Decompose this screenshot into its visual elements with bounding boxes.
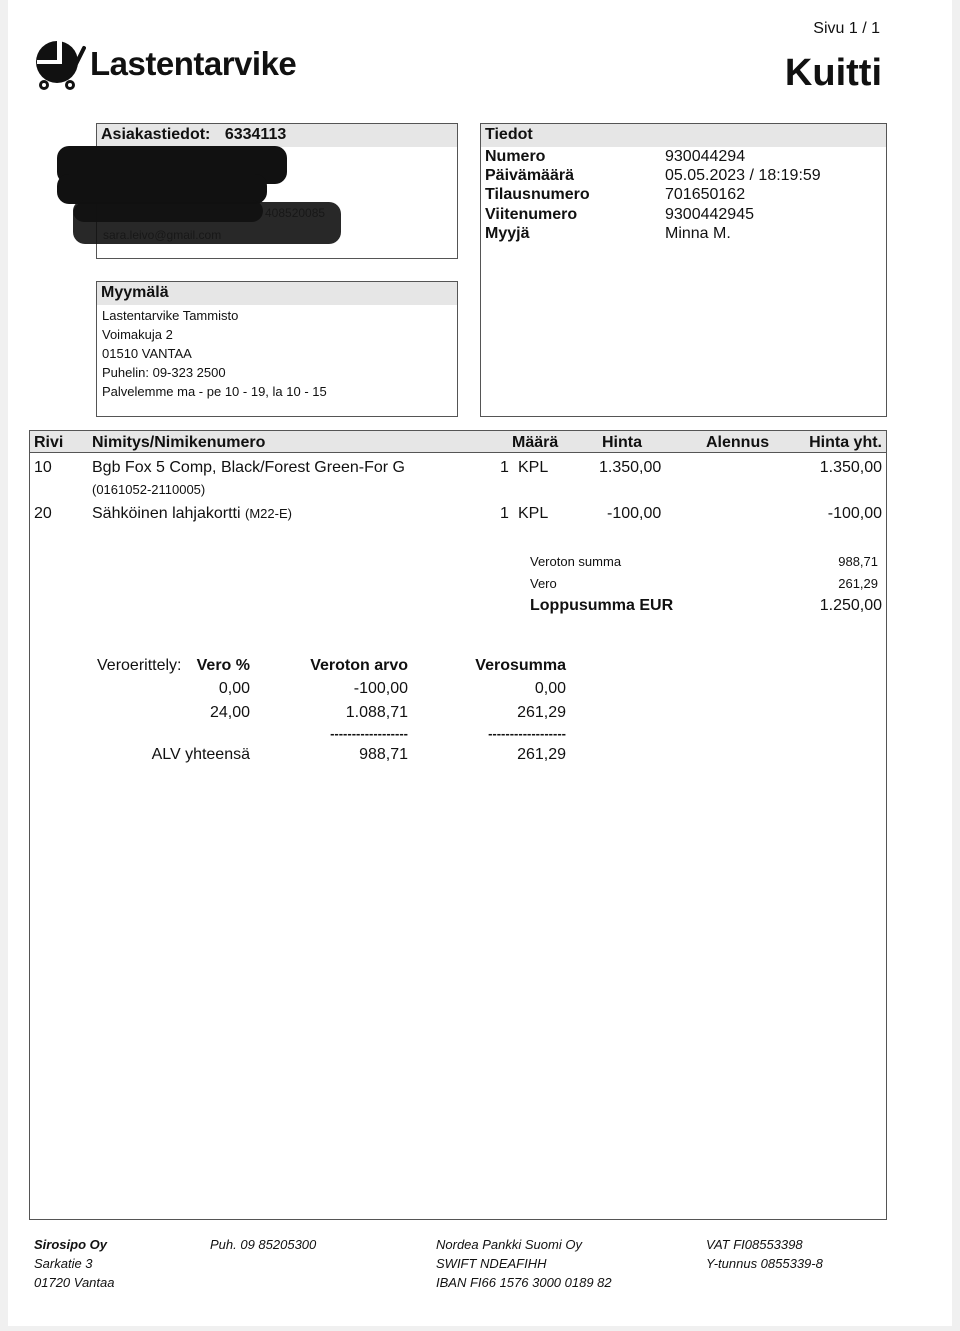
- customer-heading: Asiakastiedot: 6334113: [97, 124, 457, 147]
- info-heading: Tiedot: [481, 124, 886, 147]
- info-box: Tiedot Numero 930044294 Päivämäärä 05.05.2023 / 18:19:59 Tilausnumero 701650162 Viitenumero 9300442945 Myyjä Minna M.: [480, 123, 887, 417]
- row-number: 20: [34, 505, 52, 522]
- col-name: Nimitys/Nimikenumero: [92, 434, 266, 451]
- row-code: (0161052-2110005): [92, 482, 206, 497]
- tax-value: 261,29: [838, 576, 878, 591]
- stroller-icon: [32, 36, 86, 92]
- grand-total-value: 1.250,00: [819, 597, 882, 614]
- col-discount: Alennus: [706, 434, 770, 451]
- tax-rate-1: 24,00: [209, 704, 250, 721]
- store-street: Voimakuja 2: [102, 327, 173, 342]
- vat-total-net: 988,71: [359, 746, 408, 763]
- tax-breakdown-label: Veroerittely:: [97, 657, 182, 674]
- row-price: -100,00: [607, 505, 662, 522]
- footer-vat: VAT FI08553398: [706, 1237, 803, 1252]
- tax-col-net: Veroton arvo: [310, 657, 408, 674]
- tax-rate-0: 0,00: [218, 680, 250, 697]
- store-hours: Palvelemme ma - pe 10 - 19, la 10 - 15: [102, 384, 327, 399]
- grand-total-label: Loppusumma EUR: [530, 597, 674, 614]
- tax-net-0: -100,00: [353, 680, 408, 697]
- separator-tax: ------------------: [488, 726, 566, 741]
- tax-col-tax: Verosumma: [475, 657, 566, 674]
- tax-sum-1: 261,29: [517, 704, 566, 721]
- footer-phone: Puh. 09 85205300: [210, 1237, 317, 1252]
- row-name-line: [92, 505, 292, 523]
- row-total: 1.350,00: [819, 459, 882, 476]
- line-items-box: [29, 430, 887, 1220]
- table-header: [30, 431, 886, 453]
- store-heading: Myymälä: [97, 282, 457, 305]
- tax-label: Vero: [530, 576, 557, 591]
- footer-ytunnus: Y-tunnus 0855339-8: [706, 1256, 823, 1271]
- row-price: 1.350,00: [599, 459, 662, 476]
- row-name: Bgb Fox 5 Comp, Black/Forest Green-For G: [92, 459, 405, 476]
- store-phone: Puhelin: 09-323 2500: [102, 365, 226, 380]
- col-price: Hinta: [602, 434, 642, 451]
- row-qty: 1: [500, 459, 509, 476]
- receipt-page: [8, 0, 952, 1326]
- logo: [32, 36, 296, 92]
- footer-city: 01720 Vantaa: [34, 1275, 115, 1290]
- tax-sum-0: 0,00: [534, 680, 566, 697]
- row-qty: 1: [500, 505, 509, 522]
- row-number: 10: [34, 459, 52, 476]
- net-sum-value: 988,71: [838, 554, 878, 569]
- row-unit: KPL: [518, 505, 549, 522]
- redaction-mark: [73, 202, 341, 244]
- row-total: -100,00: [827, 505, 882, 522]
- col-qty: Määrä: [512, 434, 559, 451]
- footer-swift: SWIFT NDEAFIHH: [436, 1256, 547, 1271]
- row-unit: KPL: [518, 459, 549, 476]
- row-code: (M22-E): [245, 506, 292, 521]
- store-box: [96, 281, 458, 417]
- col-row: Rivi: [34, 434, 64, 451]
- footer-bank: Nordea Pankki Suomi Oy: [436, 1237, 582, 1252]
- customer-box: [96, 123, 458, 259]
- document-title: Kuitti: [784, 52, 882, 94]
- logo-text: Lastentarvike: [90, 45, 297, 82]
- vat-total-tax: 261,29: [517, 746, 566, 763]
- customer-number: 6334113: [224, 126, 287, 143]
- net-sum-label: Veroton summa: [530, 554, 622, 569]
- vat-total-label: ALV yhteensä: [151, 746, 250, 763]
- footer-company: Sirosipo Oy: [34, 1237, 107, 1252]
- page-number: Sivu 1 / 1: [813, 20, 880, 37]
- col-total: Hinta yht.: [809, 434, 882, 451]
- row-name: Sähköinen lahjakortti: [92, 505, 241, 522]
- footer-street: Sarkatie 3: [34, 1256, 93, 1271]
- tax-net-1: 1.088,71: [345, 704, 408, 721]
- store-name: Lastentarvike Tammisto: [102, 308, 239, 323]
- tax-col-rate: Vero %: [196, 657, 250, 674]
- separator-net: ------------------: [330, 726, 408, 741]
- store-city: 01510 VANTAA: [102, 346, 192, 361]
- footer-iban: IBAN FI66 1576 3000 0189 82: [436, 1275, 612, 1290]
